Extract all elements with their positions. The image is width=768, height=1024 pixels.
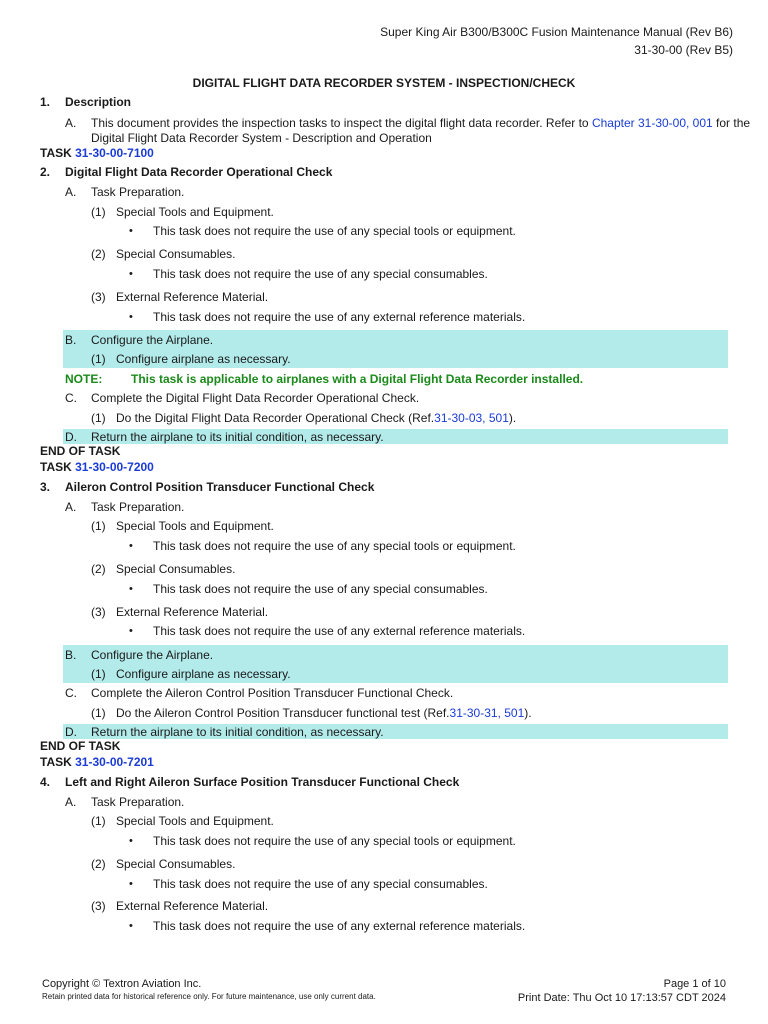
- description-text-end: for the: [716, 116, 751, 130]
- task-prefix: TASK: [40, 146, 72, 160]
- end-of-task: END OF TASK: [40, 739, 121, 753]
- bullet-text: This task does not require the use of any external reference materials.: [153, 919, 526, 933]
- substep-number: (1): [91, 667, 106, 681]
- chapter-reference-link[interactable]: Chapter 31-30-00, 001: [591, 116, 713, 130]
- substep-number: (1): [91, 519, 106, 533]
- substep-text: [116, 411, 516, 426]
- description-text-start: This document provides the inspection tasks to inspect the digital flight data recorder. Refer to: [91, 116, 589, 130]
- step-letter: B.: [65, 648, 77, 662]
- task-label: [40, 460, 154, 475]
- step-text: Task Preparation.: [91, 795, 185, 809]
- section-heading: Aileron Control Position Transducer Functional Check: [65, 480, 375, 494]
- substep-text-end: ).: [508, 411, 517, 425]
- substep-text: External Reference Material.: [116, 605, 269, 619]
- task-label: [40, 755, 154, 770]
- note-label: NOTE:: [65, 372, 103, 386]
- step-text: Complete the Digital Flight Data Recorder Operational Check.: [91, 391, 420, 405]
- step-letter: B.: [65, 333, 77, 347]
- step-letter: C.: [65, 391, 77, 405]
- bullet-icon: •: [129, 268, 133, 280]
- step-letter: D.: [65, 725, 77, 739]
- bullet-text: This task does not require the use of any special tools or equipment.: [153, 539, 516, 553]
- substep-number: (1): [91, 411, 106, 425]
- step-letter: D.: [65, 430, 77, 444]
- bullet-icon: •: [129, 583, 133, 595]
- section-number: 2.: [40, 165, 51, 179]
- substep-number: (2): [91, 857, 106, 871]
- description-text: [91, 116, 750, 131]
- step-text: Return the airplane to its initial condition, as necessary.: [91, 430, 384, 444]
- copyright: Copyright © Textron Aviation Inc.: [42, 978, 202, 990]
- bullet-icon: •: [129, 540, 133, 552]
- bullet-text: This task does not require the use of any external reference materials.: [153, 310, 526, 324]
- substep-text: Special Consumables.: [116, 247, 236, 261]
- substep-number: (2): [91, 562, 106, 576]
- end-of-task: END OF TASK: [40, 444, 121, 458]
- substep-text-start: Do the Digital Flight Data Recorder Operational Check (Ref.: [116, 411, 435, 425]
- bullet-text: This task does not require the use of any external reference materials.: [153, 624, 526, 638]
- step-letter: C.: [65, 686, 77, 700]
- bullet-text: This task does not require the use of any special consumables.: [153, 877, 488, 891]
- substep-text-start: Do the Aileron Control Position Transducer functional test (Ref.: [116, 706, 450, 720]
- bullet-text: This task does not require the use of any special tools or equipment.: [153, 834, 516, 848]
- chapter-revision: 31-30-00 (Rev B5): [634, 43, 733, 57]
- substep-number: (3): [91, 899, 106, 913]
- substep-text: Special Consumables.: [116, 857, 236, 871]
- manual-title: Super King Air B300/B300C Fusion Maintenance Manual (Rev B6): [380, 25, 733, 39]
- substep-text: Configure airplane as necessary.: [116, 667, 291, 681]
- step-letter: A.: [65, 116, 77, 130]
- bullet-icon: •: [129, 878, 133, 890]
- substep-number: (1): [91, 205, 106, 219]
- section-heading: Left and Right Aileron Surface Position Transducer Functional Check: [65, 775, 460, 789]
- step-text: Configure the Airplane.: [91, 648, 214, 662]
- substep-text: Special Tools and Equipment.: [116, 814, 274, 828]
- bullet-text: This task does not require the use of any special consumables.: [153, 582, 488, 596]
- substep-text: External Reference Material.: [116, 899, 269, 913]
- substep-text: Special Tools and Equipment.: [116, 519, 274, 533]
- task-label: [40, 146, 154, 161]
- substep-number: (1): [91, 814, 106, 828]
- section-number: 3.: [40, 480, 51, 494]
- substep-text: Special Tools and Equipment.: [116, 205, 274, 219]
- step-letter: A.: [65, 795, 77, 809]
- step-text: Configure the Airplane.: [91, 333, 214, 347]
- step-letter: A.: [65, 185, 77, 199]
- bullet-icon: •: [129, 625, 133, 637]
- step-text: Return the airplane to its initial condition, as necessary.: [91, 725, 384, 739]
- bullet-text: This task does not require the use of any special tools or equipment.: [153, 224, 516, 238]
- step-text: Task Preparation.: [91, 500, 185, 514]
- section-number: 1.: [40, 95, 51, 109]
- substep-number: (1): [91, 706, 106, 720]
- reference-link[interactable]: 31-30-31, 501: [449, 706, 525, 720]
- page-number: Page 1 of 10: [663, 978, 726, 990]
- retention-notice: Retain printed data for historical reference only. For future maintenance, use only current data.: [42, 992, 376, 1001]
- bullet-icon: •: [129, 225, 133, 237]
- task-number-link[interactable]: 31-30-00-7100: [75, 146, 154, 160]
- description-text-line2: Digital Flight Data Recorder System - Description and Operation: [91, 131, 432, 145]
- substep-text: [116, 706, 532, 721]
- substep-text: Special Consumables.: [116, 562, 236, 576]
- section-number: 4.: [40, 775, 51, 789]
- section-heading: Digital Flight Data Recorder Operational Check: [65, 165, 333, 179]
- reference-link[interactable]: 31-30-03, 501: [434, 411, 509, 425]
- substep-text: Configure airplane as necessary.: [116, 352, 291, 366]
- bullet-icon: •: [129, 311, 133, 323]
- substep-text-end: ).: [524, 706, 532, 720]
- substep-number: (3): [91, 605, 106, 619]
- step-text: Complete the Aileron Control Position Transducer Functional Check.: [91, 686, 454, 700]
- bullet-icon: •: [129, 835, 133, 847]
- substep-number: (3): [91, 290, 106, 304]
- substep-number: (2): [91, 247, 106, 261]
- step-letter: A.: [65, 500, 77, 514]
- substep-text: External Reference Material.: [116, 290, 269, 304]
- step-text: Task Preparation.: [91, 185, 185, 199]
- note-text: This task is applicable to airplanes with a Digital Flight Data Recorder installed.: [131, 372, 584, 386]
- task-number-link[interactable]: 31-30-00-7201: [75, 755, 154, 769]
- task-number-link[interactable]: 31-30-00-7200: [75, 460, 154, 474]
- task-prefix: TASK: [40, 460, 72, 474]
- bullet-text: This task does not require the use of any special consumables.: [153, 267, 488, 281]
- substep-number: (1): [91, 352, 106, 366]
- section-heading: Description: [65, 95, 132, 109]
- document-title: DIGITAL FLIGHT DATA RECORDER SYSTEM - INSPECTION/CHECK: [192, 76, 576, 90]
- print-date: Print Date: Thu Oct 10 17:13:57 CDT 2024: [517, 992, 726, 1004]
- bullet-icon: •: [129, 920, 133, 932]
- task-prefix: TASK: [40, 755, 72, 769]
